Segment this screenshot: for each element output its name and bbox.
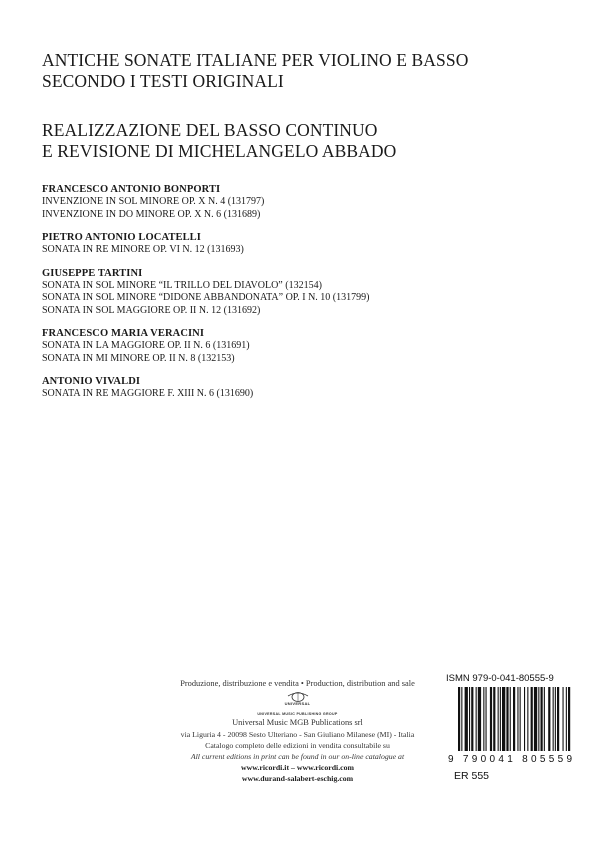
website-link[interactable]: www.ricordi.it [240,763,290,772]
barcode-bar [513,687,515,751]
barcode-block [446,673,581,782]
barcode-bar [557,687,559,751]
publisher-footer [150,678,445,784]
composer-name: FRANCESCO ANTONIO BONPORTI [42,184,221,195]
publisher-logo [263,690,333,712]
barcode-bar [555,687,556,751]
barcode-bar [538,687,539,751]
composer-section [42,327,562,365]
barcode-bar [566,687,567,751]
barcode-bar [465,687,468,751]
barcode-bar [502,687,505,751]
composer-name: ANTONIO VIVALDI [42,376,141,387]
composer-section [42,183,562,221]
barcode-bar [510,687,511,751]
barcode-bar [458,687,460,751]
series-title-line-1: ANTICHE SONATE ITALIANE PER VIOLINO E BASSO [42,50,469,70]
barcode-bar [493,687,495,751]
composer-list [42,183,562,411]
barcode-bar [563,687,564,751]
barcode-bar [469,687,470,751]
work-item: INVENZIONE IN DO MINORE OP. X N. 6 (131689) [42,208,261,220]
work-item: SONATA IN RE MAGGIORE F. XIII N. 6 (131690) [42,388,254,399]
barcode-bar [471,687,473,751]
barcode-bar [498,687,499,751]
barcode-bar [490,687,492,751]
publisher-address: via Liguria 4 - 20098 Sesto Ulteriano - San Giuliano Milanese (MI) - Italia [180,730,415,739]
website-links: www.ricordi.it – www.ricordi.com [240,763,355,772]
work-item: SONATA IN SOL MAGGIORE OP. II N. 12 (131692) [42,304,261,316]
composer-name: FRANCESCO MARIA VERACINI [42,328,205,339]
barcode-bar [506,687,508,751]
barcode-bar [541,687,543,751]
barcode-bar [527,687,528,751]
composer-name: PIETRO ANTONIO LOCATELLI [42,232,201,243]
work-item: SONATA IN LA MAGGIORE OP. II N. 6 (131691) [42,340,250,351]
work-item: INVENZIONE IN SOL MINORE OP. X N. 4 (131797) [42,196,265,207]
barcode-bar [478,687,481,751]
work-item: SONATA IN SOL MINORE “DIDONE ABBANDONATA” OP. I N. 10 (131799) [42,292,370,303]
barcode-bar [568,687,570,751]
editor-title-line-1: REALIZZAZIONE DEL BASSO CONTINUO [42,120,378,140]
barcode-bar [534,687,537,751]
barcode-bar [517,687,518,751]
composer-section [42,267,562,318]
composer-section [42,231,562,257]
barcode-bar [461,687,462,751]
production-note: Produzione, distribuzione e vendita • Production, distribution and sale [180,679,415,688]
website-link[interactable]: www.durand-salabert-eschig.com [241,774,354,783]
barcode-bar [548,687,550,751]
work-item: SONATA IN MI MINORE OP. II N. 8 (132153) [42,352,235,364]
website-link[interactable]: www.ricordi.com [296,763,355,772]
series-title [42,50,572,92]
barcode-bar [524,687,525,751]
barcode-bar [520,687,521,751]
editor-title [42,120,572,162]
barcode-bar [531,687,533,751]
work-item: SONATA IN SOL MINORE “IL TRILLO DEL DIAVOLO” (132154) [42,279,322,291]
ismn-number: ISMN 979-0-041-80555-9 [446,673,554,684]
series-title-line-2: SECONDO I TESTI ORIGINALI [42,71,284,91]
edition-code: ER 555 [454,770,490,782]
barcode-image [446,687,576,767]
catalogue-note-en: All current editions in print can be found in our on-line catalogue at [190,752,405,761]
barcode-digits: 9 790041 805559 [448,754,572,765]
barcode-bar [483,687,484,751]
publisher-name: Universal Music MGB Publications srl [232,718,363,727]
barcode-bar [486,687,487,751]
barcode-bar [553,687,554,751]
barcode-bar [544,687,545,751]
catalogue-note-it: Catalogo completo delle edizioni in vendita consultabile su [205,741,390,750]
composer-name: GIUSEPPE TARTINI [42,267,143,279]
work-item: SONATA IN RE MINORE OP. VI N. 12 (131693) [42,244,244,255]
barcode-bar [500,687,501,751]
composer-section [42,375,562,401]
editor-title-line-2: E REVISIONE DI MICHELANGELO ABBADO [42,141,397,161]
logo-wordmark: UNIVERSAL [284,701,311,706]
barcode-bar [476,687,477,751]
logo-subtext: UNIVERSAL MUSIC PUBLISHING GROUP [257,712,338,716]
